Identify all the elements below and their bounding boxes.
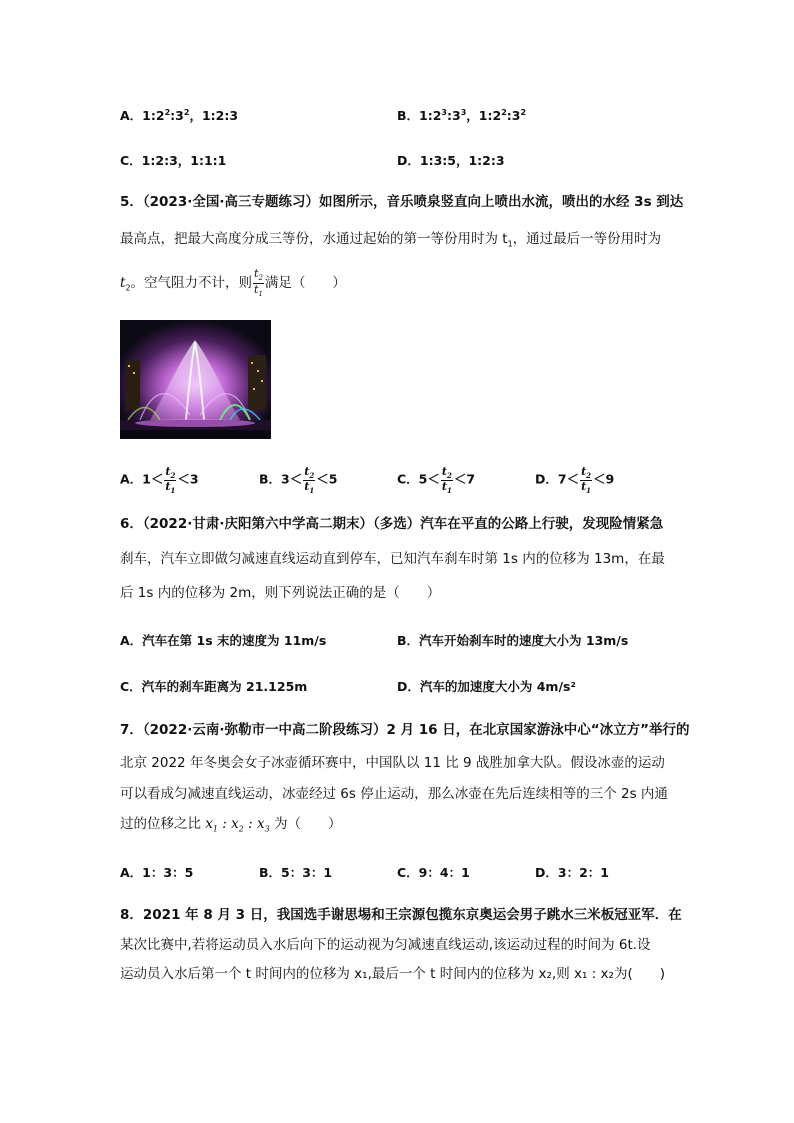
q5-line-1: 5．（2023·全国·高三专题练习）如图所示，音乐喷泉竖直向上喷出水流，喷出的水经 3s 到达 [120,194,684,210]
q6-option-c[interactable]: C．汽车的刹车距离为 21.125m [120,679,308,694]
q7-option-c[interactable]: C．9：4：1 [397,865,470,880]
q5-option-a[interactable]: A．1＜ $\frac{t_2}{t_1}$ ＜3 [120,465,199,495]
ratio-x1-x2-x3: $x_1$ : $x_2$ : $x_3$ [205,816,270,834]
q4-option-c[interactable]: C．1:2:3，1:1:1 [120,153,227,168]
fraction-t2-over-t1: $\frac{t_2}{t_1}$ [254,267,263,298]
q7-line-1: 7．（2022·云南·弥勒市一中高二阶段练习）2 月 16 日，在北京国家游泳中心“冰立方”举行的 [120,722,690,738]
q7-option-b[interactable]: B．5：3：1 [259,865,333,880]
q6-line-2: 刹车，汽车立即做匀减速直线运动直到停车，已知汽车刹车时第 1s 内的位移为 13m，在最 [120,551,665,567]
q5-option-b[interactable]: B．3＜ $\frac{t_2}{t_1}$ ＜5 [259,465,338,495]
q6-option-a[interactable]: A．汽车在第 1s 末的速度为 11m/s [120,633,327,648]
q5-option-c[interactable]: C．5＜ $\frac{t_2}{t_1}$ ＜7 [397,465,476,495]
q6-line-1: 6．（2022·甘肃·庆阳第六中学高二期末）（多选）汽车在平直的公路上行驶，发现险情紧急 [120,516,664,532]
q8-line-1: 8．2021 年 8 月 3 日，我国选手谢思埸和王宗源包揽东京奥运会男子跳水三米板冠亚军．在 [120,907,682,923]
q7-line-3: 可以看成匀减速直线运动，冰壶经过 6s 停止运动，那么冰壶在先后连续相等的三个 2s 内通 [120,786,668,802]
q5-option-d[interactable]: D．7＜ $\frac{t_2}{t_1}$ ＜9 [535,465,615,495]
q6-option-b[interactable]: B．汽车开始刹车时的速度大小为 13m/s [397,633,629,648]
q4-option-b[interactable]: B．$1:2^3:3^3$，$1:2^2:3^2$ [397,107,527,123]
q7-option-d[interactable]: D．3：2：1 [535,865,609,880]
q7-option-a[interactable]: A．1：3：5 [120,865,194,880]
q7-line-4: 过的位移之比 $x_1$ : $x_2$ : $x_3$ 为（ ） [120,816,342,834]
q6-line-3: 后 1s 内的位移为 2m，则下列说法正确的是（ ） [120,585,441,601]
q6-option-d[interactable]: D．汽车的加速度大小为 4m/s² [397,679,576,694]
fountain-photo [120,320,271,439]
q8-line-2: 某次比赛中,若将运动员入水后向下的运动视为匀减速直线运动,该运动过程的时间为 6t.设 [120,937,651,953]
q4-option-d[interactable]: D．1:3:5，1:2:3 [397,153,505,168]
q7-line-2: 北京 2022 年冬奥会女子冰壶循环赛中，中国队以 11 比 9 战胜加拿大队。假设冰壶的运动 [120,755,665,771]
q5-line-2: 最高点，把最大高度分成三等份，水通过起始的第一等份用时为 $t_1$，通过最后一等份用时为 [120,231,662,249]
q4-option-a[interactable]: A．$1:2^2:3^2$，1:2:3 [120,107,239,123]
q5-line-3: $t_2$。空气阻力不计，则 $\frac{t_2}{t_1}$ 满足（ ） [120,267,346,298]
q8-line-3: 运动员入水后第一个 t 时间内的位移为 x₁,最后一个 t 时间内的位移为 x₂,则 x₁ : x₂为( ) [120,966,665,982]
